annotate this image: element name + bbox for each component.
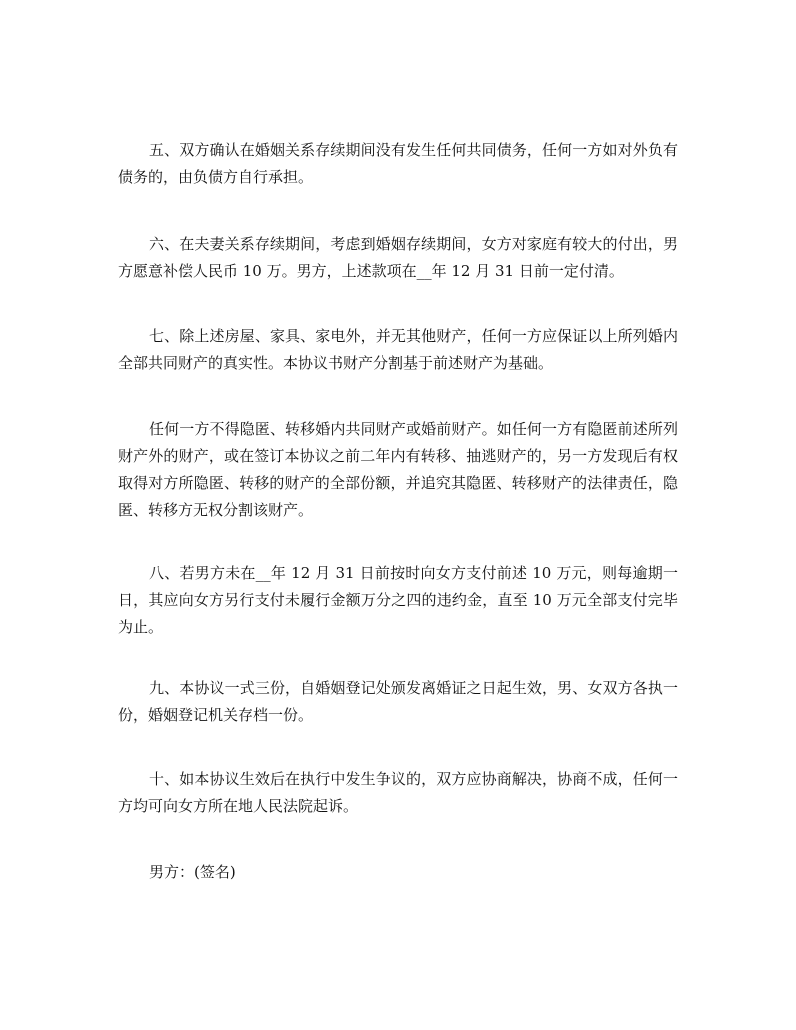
clause-8-paragraph: 八、若男方未在__年 12 月 31 日前按时向女方支付前述 10 万元，则每逾期一日，其应向女方另行支付未履行金额万分之四的违约金，直至 10 万元全部支付完毕为止。 (118, 564, 678, 636)
clause-7-paragraph: 七、除上述房屋、家具、家电外，并无其他财产，任何一方应保证以上所列婚内全部共同财产的真实性。本协议书财产分割基于前述财产为基础。 (118, 327, 678, 372)
clause-6-paragraph: 六、在夫妻关系存续期间，考虑到婚姻存续期间，女方对家庭有较大的付出，男方愿意补偿人民币 10 万。男方，上述款项在__年 12 月 31 日前一定付清。 (118, 235, 678, 280)
clause-10-paragraph: 十、如本协议生效后在执行中发生争议的，双方应协商解决，协商不成，任何一方均可向女方所在地人民法院起诉。 (118, 770, 678, 815)
clause-9-paragraph: 九、本协议一式三份，自婚姻登记处颁发离婚证之日起生效，男、女双方各执一份，婚姻登记机关存档一份。 (118, 679, 678, 724)
male-signature-line: 男方：(签名) (149, 863, 236, 881)
clause-5-paragraph: 五、双方确认在婚姻关系存续期间没有发生任何共同债务，任何一方如对外负有债务的，由负债方自行承担。 (118, 141, 678, 186)
hidden-assets-paragraph: 任何一方不得隐匿、转移婚内共同财产或婚前财产。如任何一方有隐匿前述所列财产外的财产，或在签订本协议之前二年内有转移、抽逃财产的，另一方发现后有权取得对方所隐匿、转移的财产的全部份额，并追究其隐匿、转移财产的法律责任，隐匿、转移方无权分割该财产。 (118, 420, 678, 519)
